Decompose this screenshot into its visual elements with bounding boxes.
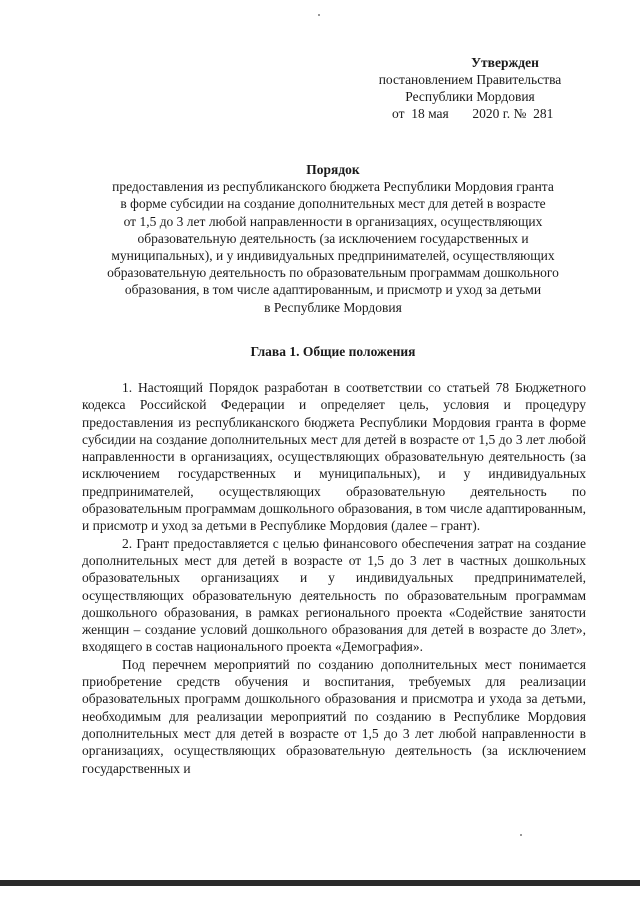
body-text <box>82 379 586 777</box>
scan-speck <box>318 14 320 16</box>
document-title-line: от 1,5 до 3 лет любой направленности в организациях, осуществляющих <box>123 213 543 229</box>
document-title-line: в форме субсидии на создание дополнительных мест для детей в возрасте <box>120 196 546 212</box>
document-title-line: предоставления из республиканского бюджета Республики Мордовия гранта <box>112 179 554 195</box>
approval-line-1: постановлением Правительства <box>378 72 562 87</box>
document-heading: Порядок <box>306 162 360 177</box>
paragraph-1: 1. Настоящий Порядок разработан в соответствии со статьей 78 Бюджетного кодекса Российской Федерации и определяет цель, условия и процедуру предоставления из республиканского бюджета Республики Мордовия гранта в форме субсидии на создание дополнительных мест для детей в возрасте от 1,5 до 3 лет любой направленности в организациях, осуществляющих образовательную деятельность (за исключением государственных и муниципальных), и у индивидуальных предпринимателей, осуществляющих образовательную деятельность по образовательным программам дошкольного образования, в том числе адаптированным, и присмотр и уход за детьми в Республике Мордовия (далее – грант). <box>82 380 586 534</box>
document-title-line: образовательную деятельность по образовательным программам дошкольного <box>107 265 559 281</box>
scan-edge-bar <box>0 880 640 886</box>
approval-stamp <box>352 54 588 122</box>
document-title-line: в Республике Мордовия <box>264 299 402 315</box>
document-title-line: муниципальных), и у индивидуальных предпринимателей, осуществляющих <box>111 248 555 264</box>
approval-line-2: Республики Мордовия <box>405 89 535 104</box>
chapter-title: Глава 1. Общие положения <box>250 344 416 359</box>
approval-title: Утвержден <box>471 55 539 70</box>
approval-date-line: от 18 мая 2020 г. № 281 <box>392 106 554 121</box>
document-title <box>78 161 588 316</box>
document-title-line: образовательную деятельность (за исключением государственных и <box>137 230 529 246</box>
paragraph-2: 2. Грант предоставляется с целью финансового обеспечения затрат на создание дополнительных мест для детей в возрасте от 1,5 до 3 лет в частных дошкольных образовательных организациях и у индивидуальных предпринимателей, осуществляющих образовательную деятельность по образовательным программам дошкольного образования, в рамках регионального проекта «Содействие занятости женщин – создание условий дошкольного образования для детей в возрасте до 3лет», входящего в состав национального проекта «Демография». <box>82 535 586 655</box>
scan-speck <box>520 834 522 836</box>
paragraph-3: Под перечнем мероприятий по созданию дополнительных мест понимается приобретение средств обучения и воспитания, требуемых для реализации образовательных программ дошкольного образования и присмотра и ухода за детьми, необходимым для реализации мероприятий по созданию в Республике Мордовия дополнительных мест для детей в возрасте от 1,5 до 3 лет любой направленности в организациях, осуществляющих образовательную деятельность (за исключением государственных и <box>82 656 586 776</box>
document-title-line: образования, в том числе адаптированным, и присмотр и уход за детьми <box>124 282 542 298</box>
